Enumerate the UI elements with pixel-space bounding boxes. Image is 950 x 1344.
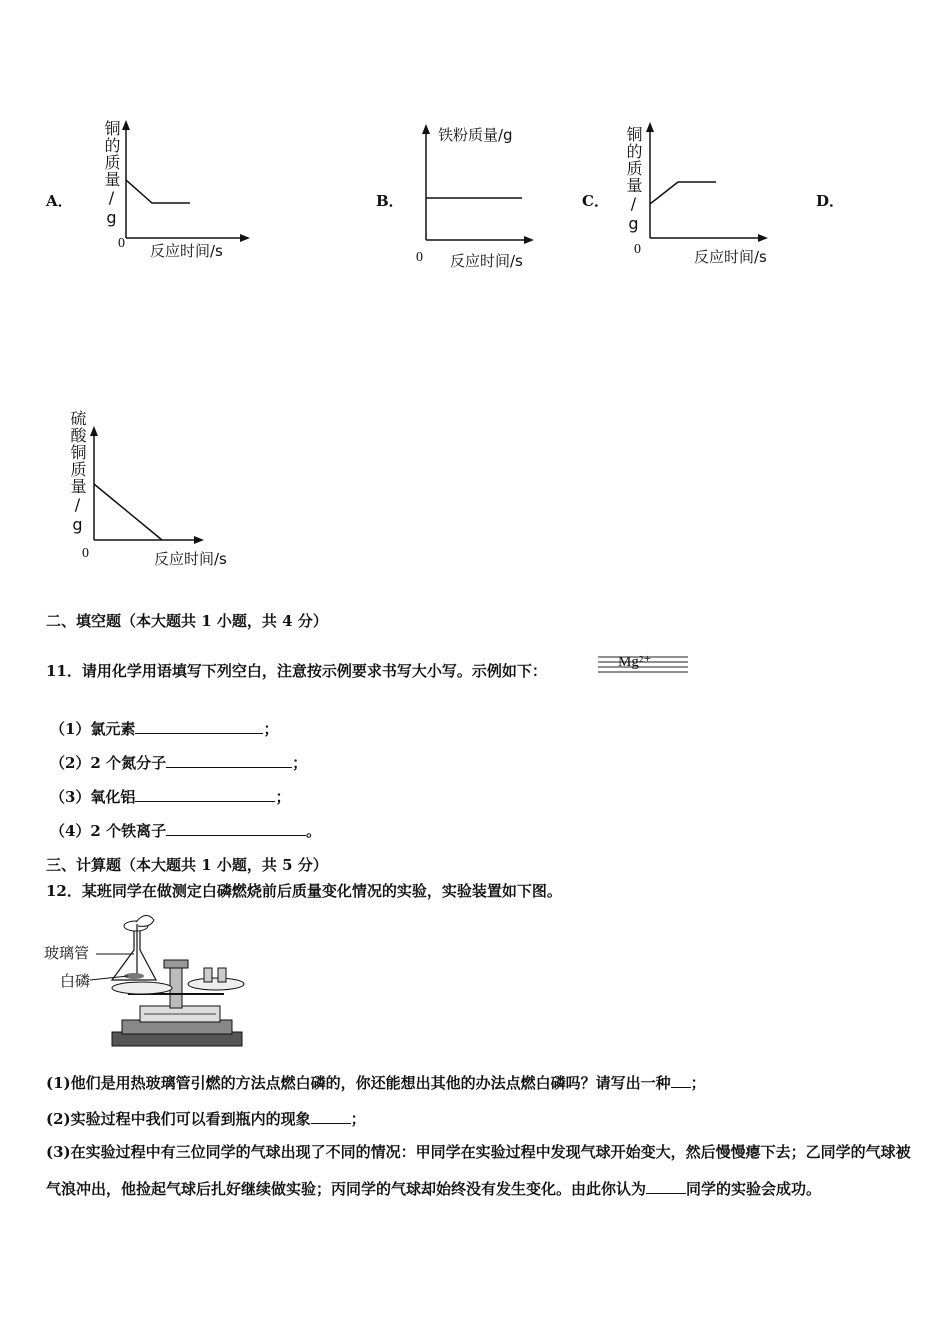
graph-b-origin: 0	[416, 250, 423, 265]
answer-blank-1[interactable]	[135, 719, 263, 734]
sub-question-1-end: ；	[690, 1074, 706, 1092]
graph-c	[620, 120, 790, 270]
sub-question-2-text: (2)实验过程中我们可以看到瓶内的现象	[46, 1110, 311, 1128]
graph-b	[410, 120, 550, 270]
blank-item-2	[50, 752, 307, 773]
option-c-label: C．	[582, 192, 609, 210]
apparatus-figure	[42, 912, 246, 1050]
graph-d-ylabel: 硫酸铜质量/g	[68, 410, 87, 535]
blank-item-2-end: ；	[292, 754, 308, 772]
graph-a-curve	[126, 180, 190, 203]
answer-blank-sub1[interactable]	[671, 1073, 691, 1088]
blank-item-4-end: 。	[306, 822, 322, 840]
sub-question-1	[46, 1072, 706, 1093]
blank-item-1	[50, 718, 278, 739]
graph-a-origin: 0	[118, 236, 125, 251]
section2-heading: 二、填空题（本大题共 1 小题，共 4 分）	[46, 612, 328, 630]
graph-d-xlabel: 反应时间/s	[154, 550, 227, 568]
blank-item-4	[50, 820, 321, 841]
sub-question-2-end: ；	[350, 1110, 366, 1128]
graph-c-xlabel: 反应时间/s	[694, 248, 767, 266]
sub-question-1-text: (1)他们是用热玻璃管引燃的方法点燃白磷的，你还能想出其他的办法点燃白磷吗？请写出一种	[46, 1074, 671, 1092]
sub-question-2	[46, 1108, 366, 1129]
graph-c-curve	[650, 182, 716, 204]
blank-item-3-end: ；	[275, 788, 291, 806]
sub-question-3-end: 同学的实验会成功。	[686, 1180, 822, 1198]
graph-a	[98, 118, 258, 268]
option-b-label: B．	[376, 192, 404, 210]
label-glass-tube: 玻璃管	[44, 944, 90, 962]
answer-blank-sub2[interactable]	[311, 1109, 351, 1124]
graph-d-curve	[94, 484, 162, 540]
sub-question-3-text: (3)在实验过程中有三位同学的气球出现了不同的情况：甲同学在实验过程中发现气球开始变大，然后慢慢瘪下去；乙同学的气球被气浪冲出，他捡起气球后扎好继续做实验；丙同学的气球却始终没有发生变化。由此你认为	[46, 1143, 911, 1198]
question-12: 12．某班同学在做测定白磷燃烧前后质量变化情况的实验，实验装置如下图。	[46, 882, 562, 900]
graph-b-xlabel: 反应时间/s	[450, 252, 523, 270]
blank-item-4-text: （4）2 个铁离子	[50, 822, 167, 840]
question-11	[46, 660, 547, 681]
label-white-phosphorus: 白磷	[60, 972, 91, 990]
option-a-label: A．	[46, 192, 73, 210]
example-box	[598, 654, 690, 676]
answer-blank-4[interactable]	[166, 821, 306, 836]
blank-item-3	[50, 786, 290, 807]
blank-item-2-text: （2）2 个氮分子	[50, 754, 167, 772]
blank-item-3-text: （3）氧化铝	[50, 788, 136, 806]
graph-b-ylabel: 铁粉质量/g	[438, 126, 513, 144]
graph-a-ylabel: 铜的质量/g	[102, 120, 121, 228]
example-ion: Mg²⁺	[618, 654, 652, 670]
blank-item-1-text: （1）氯元素	[50, 720, 136, 738]
graph-d-origin: 0	[82, 546, 89, 561]
graph-b-axes	[410, 120, 550, 270]
answer-blank-3[interactable]	[135, 787, 275, 802]
answer-blank-2[interactable]	[166, 753, 292, 768]
option-d-label: D．	[816, 192, 845, 210]
graph-a-xlabel: 反应时间/s	[150, 242, 223, 260]
sub-question-3	[46, 1134, 911, 1208]
question-11-text: 11．请用化学用语填写下列空白，注意按示例要求书写大小写。示例如下：	[46, 662, 547, 680]
section3-heading: 三、计算题（本大题共 1 小题，共 5 分）	[46, 856, 328, 874]
blank-item-1-end: ；	[263, 720, 279, 738]
graph-c-origin: 0	[634, 242, 641, 257]
graph-d	[66, 410, 256, 575]
answer-blank-sub3[interactable]	[646, 1179, 686, 1194]
graph-c-ylabel: 铜的质量/g	[624, 126, 643, 234]
